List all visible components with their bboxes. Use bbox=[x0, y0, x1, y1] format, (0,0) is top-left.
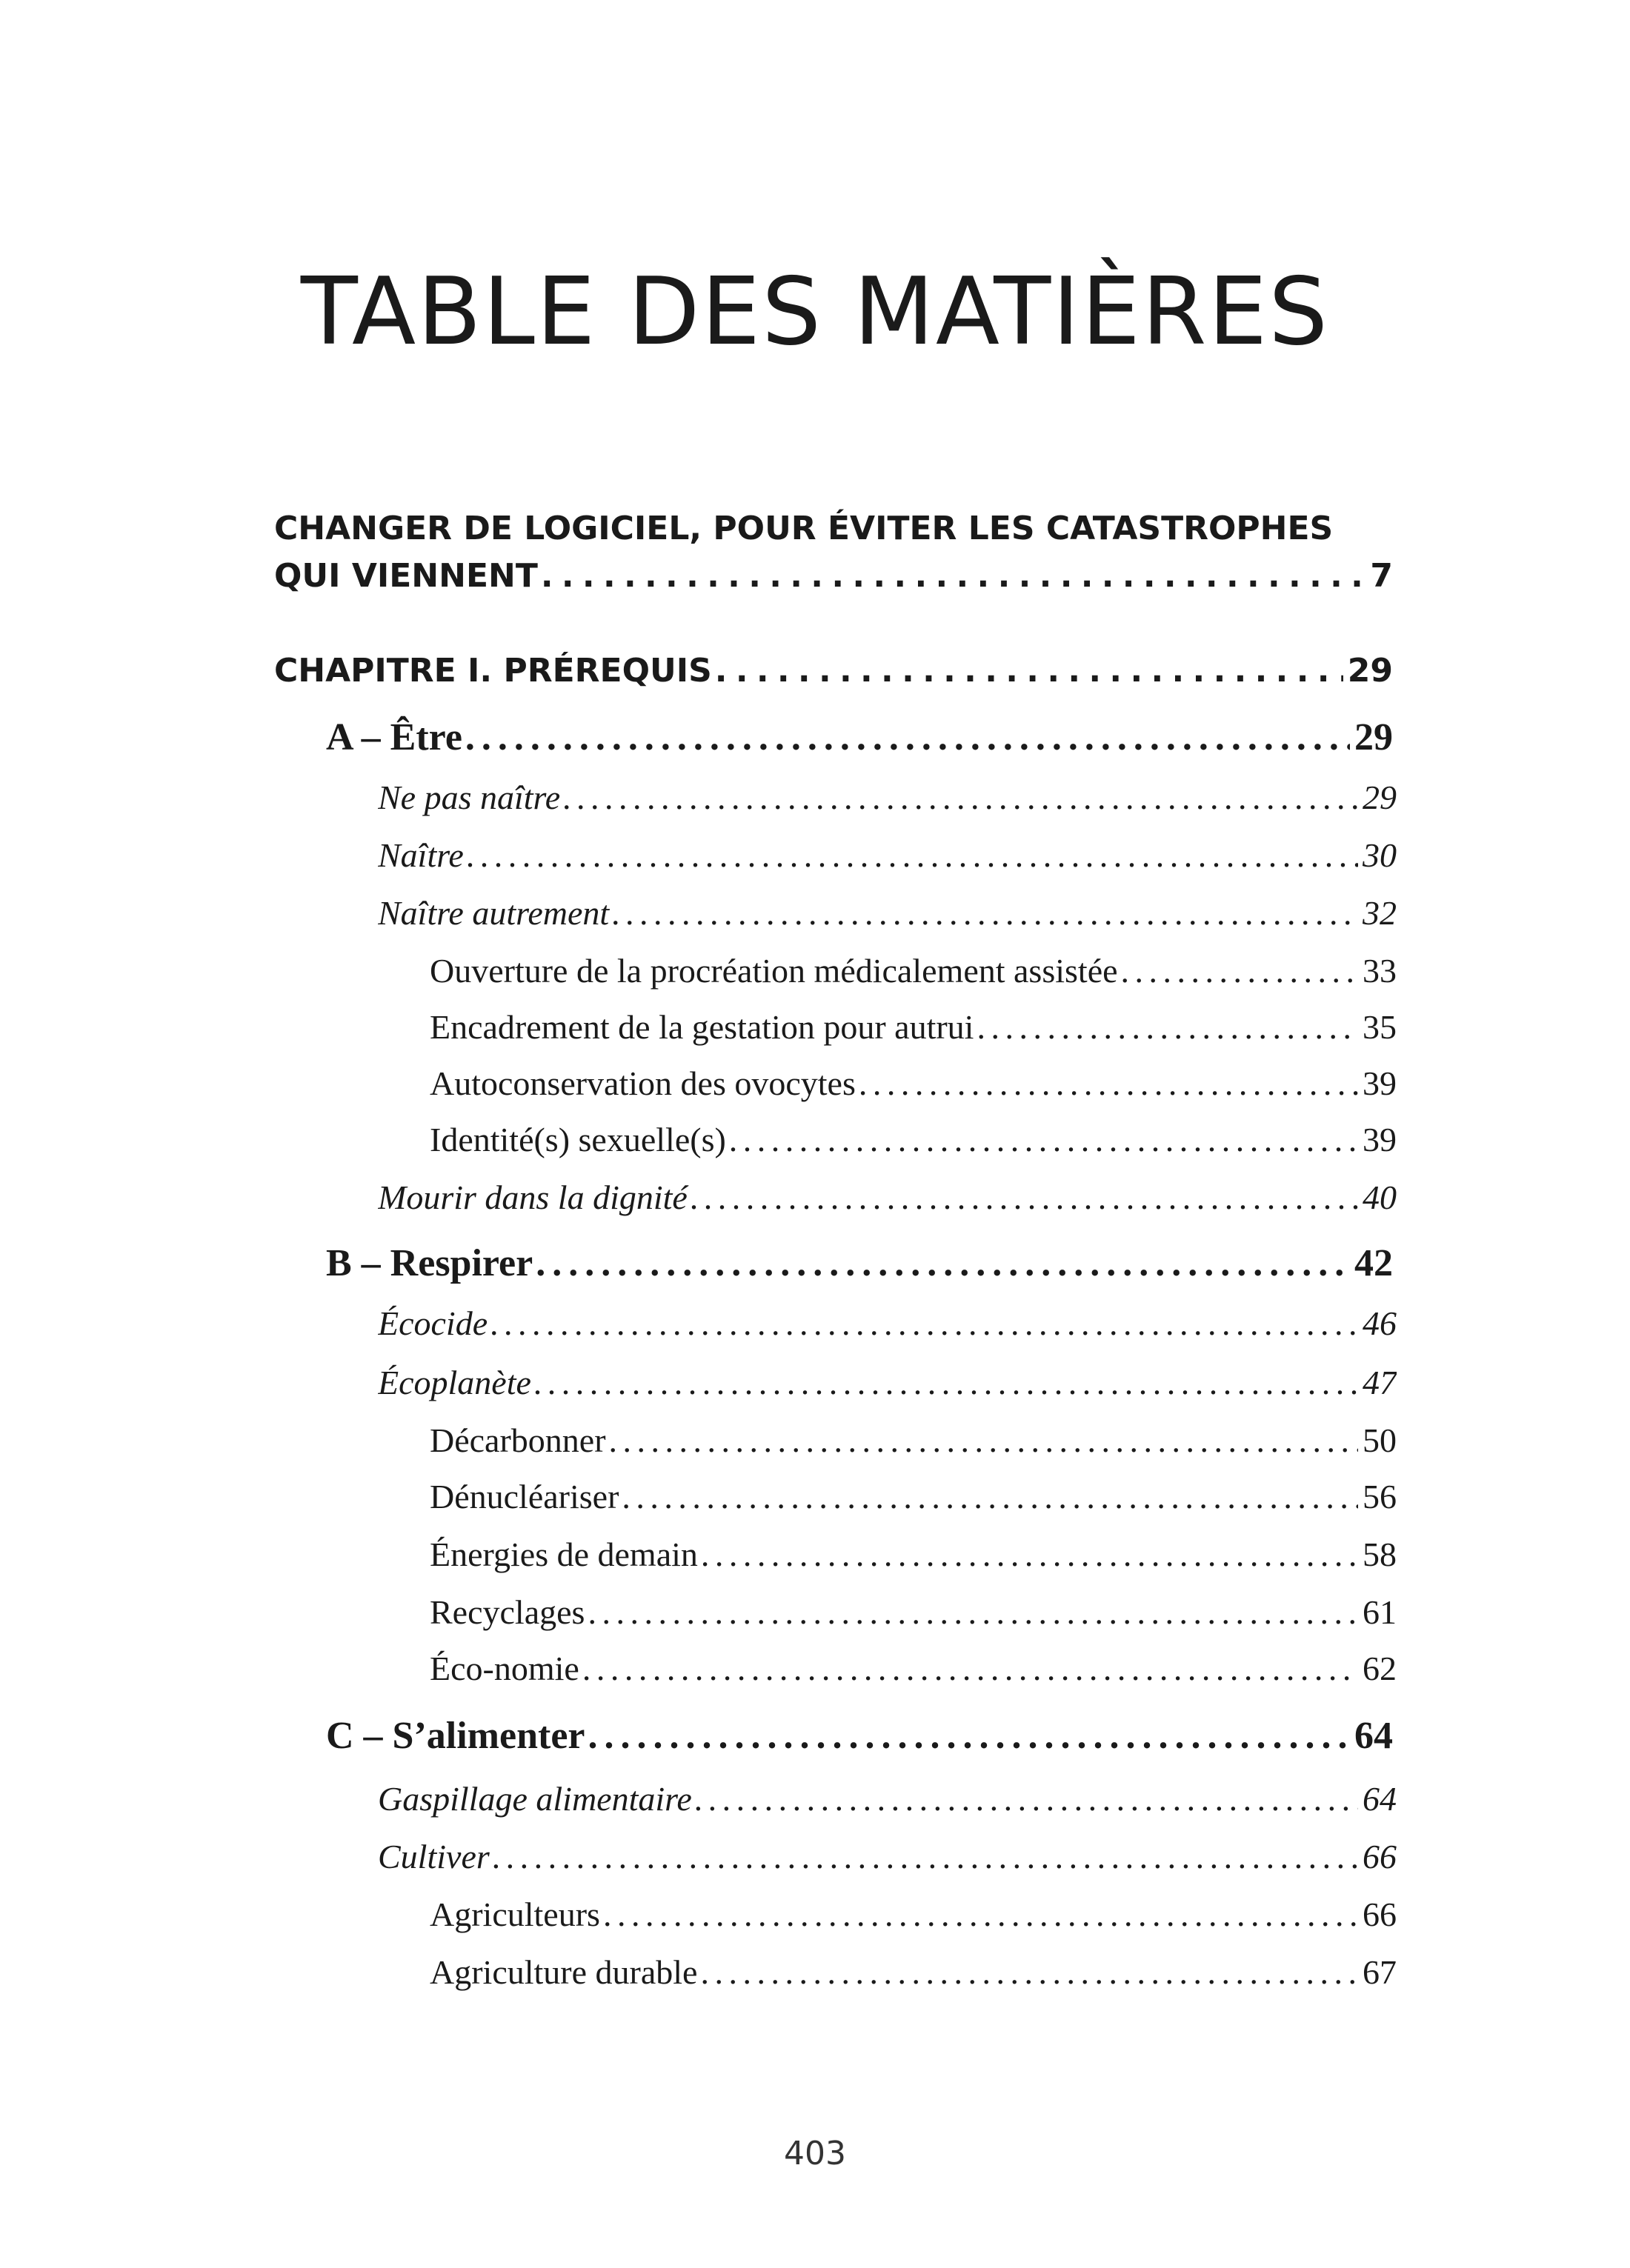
toc-entry-label: Naître bbox=[378, 836, 464, 874]
toc-entry-label: QUI VIENNENT bbox=[274, 557, 538, 595]
toc-entry-label: Naître autrement bbox=[378, 894, 610, 932]
toc-entry-page: 62 bbox=[1363, 1650, 1397, 1687]
dot-leader bbox=[534, 1363, 1358, 1402]
dot-leader bbox=[465, 716, 1350, 759]
dot-leader bbox=[859, 1064, 1358, 1103]
dot-leader bbox=[563, 778, 1358, 817]
dot-leader bbox=[582, 1649, 1358, 1688]
toc-entry-subsection[interactable] bbox=[378, 1363, 1397, 1402]
dot-leader bbox=[490, 1304, 1358, 1343]
toc-entry-page: 29 bbox=[1347, 652, 1393, 690]
toc-entry-page: 46 bbox=[1363, 1304, 1397, 1342]
toc-entry-label: Décarbonner bbox=[430, 1421, 606, 1459]
dot-leader bbox=[493, 1837, 1358, 1876]
toc-entry-section-c[interactable] bbox=[326, 1714, 1393, 1758]
dot-leader bbox=[700, 1952, 1358, 1992]
toc-entry-subsection[interactable] bbox=[378, 836, 1397, 875]
toc-entry-page: 42 bbox=[1354, 1242, 1393, 1284]
dot-leader bbox=[622, 1477, 1358, 1516]
toc-entry-label: Encadrement de la gestation pour autrui bbox=[430, 1008, 974, 1046]
toc-entry-intro[interactable] bbox=[274, 557, 1393, 595]
dot-leader bbox=[1121, 951, 1358, 990]
page-number: 403 bbox=[784, 2135, 846, 2172]
toc-entry-item[interactable] bbox=[430, 1535, 1397, 1574]
toc-entry-item[interactable] bbox=[430, 1895, 1397, 1934]
toc-entry-page: 29 bbox=[1354, 716, 1393, 758]
toc-entry-label: Identité(s) sexuelle(s) bbox=[430, 1121, 726, 1158]
toc-entry-item[interactable] bbox=[430, 1952, 1397, 1992]
toc-entry-label: Cultiver bbox=[378, 1838, 490, 1875]
toc-entry-label: Gaspillage alimentaire bbox=[378, 1780, 692, 1818]
toc-entry-label: Écocide bbox=[378, 1304, 488, 1342]
toc-entry-label: A – Être bbox=[326, 716, 462, 758]
toc-entry-item[interactable] bbox=[430, 1592, 1397, 1632]
toc-entry-label: C – S’alimenter bbox=[326, 1715, 585, 1757]
toc-entry-page: 32 bbox=[1363, 894, 1397, 932]
toc-entry-page: 64 bbox=[1354, 1715, 1393, 1757]
toc-entry-label: Mourir dans la dignité bbox=[378, 1178, 688, 1216]
toc-entry-label: Ne pas naître bbox=[378, 778, 561, 816]
dot-leader bbox=[541, 557, 1366, 595]
toc-entry-section-a[interactable] bbox=[326, 716, 1393, 759]
toc-entry-page: 61 bbox=[1363, 1593, 1397, 1631]
toc-entry-page: 30 bbox=[1363, 836, 1397, 874]
toc-entry-subsection[interactable] bbox=[378, 1304, 1397, 1343]
toc-entry-page: 29 bbox=[1363, 778, 1397, 816]
toc-entry-item[interactable] bbox=[430, 1421, 1397, 1460]
dot-leader bbox=[691, 1178, 1358, 1217]
toc-entry-page: 35 bbox=[1363, 1008, 1397, 1046]
toc-entry-item[interactable] bbox=[430, 951, 1397, 990]
dot-leader bbox=[536, 1241, 1350, 1285]
toc-entry-page: 67 bbox=[1363, 1953, 1397, 1991]
toc-entry-label: Agriculteurs bbox=[430, 1895, 600, 1933]
toc-entry-item[interactable] bbox=[430, 1477, 1397, 1516]
toc-entry-page: 39 bbox=[1363, 1121, 1397, 1158]
toc-entry-page: 7 bbox=[1370, 557, 1393, 595]
toc-entry-subsection[interactable] bbox=[378, 1837, 1397, 1876]
toc-entry-label: Recyclages bbox=[430, 1593, 585, 1631]
dot-leader bbox=[603, 1895, 1358, 1934]
page-title: TABLE DES MATIÈRES bbox=[300, 257, 1330, 366]
toc-entry-subsection[interactable] bbox=[378, 778, 1397, 817]
toc-entry-page: 39 bbox=[1363, 1064, 1397, 1102]
toc-entry-page: 66 bbox=[1363, 1838, 1397, 1875]
toc-entry-page: 50 bbox=[1363, 1421, 1397, 1459]
dot-leader bbox=[729, 1120, 1358, 1159]
dot-leader bbox=[695, 1779, 1358, 1818]
dot-leader bbox=[977, 1007, 1358, 1047]
toc-entry-page: 56 bbox=[1363, 1478, 1397, 1515]
toc-entry-title-line1: CHANGER DE LOGICIEL, POUR ÉVITER LES CATASTROPHES bbox=[274, 510, 1334, 547]
dot-leader bbox=[715, 652, 1343, 690]
toc-entry-page: 33 bbox=[1363, 952, 1397, 990]
dot-leader bbox=[588, 1714, 1350, 1758]
toc-entry-page: 66 bbox=[1363, 1895, 1397, 1933]
toc-entry-label: B – Respirer bbox=[326, 1242, 533, 1284]
toc-entry-section-b[interactable] bbox=[326, 1241, 1393, 1285]
dot-leader bbox=[588, 1592, 1358, 1632]
toc-entry-subsection[interactable] bbox=[378, 893, 1397, 933]
toc-entry-label: Éco-nomie bbox=[430, 1650, 579, 1687]
toc-entry-label: Énergies de demain bbox=[430, 1535, 698, 1573]
toc-entry-chapter-1[interactable] bbox=[274, 652, 1393, 690]
toc-entry-item[interactable] bbox=[430, 1649, 1397, 1688]
toc-entry-label: Autoconservation des ovocytes bbox=[430, 1064, 856, 1102]
toc-entry-item[interactable] bbox=[430, 1064, 1397, 1103]
toc-entry-label: Agriculture durable bbox=[430, 1953, 698, 1991]
toc-entry-item[interactable] bbox=[430, 1007, 1397, 1047]
dot-leader bbox=[467, 836, 1358, 875]
toc-entry-label: Dénucléariser bbox=[430, 1478, 619, 1515]
dot-leader bbox=[612, 893, 1358, 933]
dot-leader bbox=[609, 1421, 1358, 1460]
toc-entry-label: CHAPITRE I. PRÉREQUIS bbox=[274, 652, 712, 690]
toc-entry-label: Écoplanète bbox=[378, 1364, 531, 1401]
toc-entry-subsection[interactable] bbox=[378, 1779, 1397, 1818]
toc-entry-page: 64 bbox=[1363, 1780, 1397, 1818]
toc-entry-label: Ouverture de la procréation médicalement assistée bbox=[430, 952, 1118, 990]
toc-entry-subsection[interactable] bbox=[378, 1178, 1397, 1217]
toc-entry-item[interactable] bbox=[430, 1120, 1397, 1159]
toc-entry-page: 40 bbox=[1363, 1178, 1397, 1216]
dot-leader bbox=[701, 1535, 1358, 1574]
toc-entry-page: 47 bbox=[1363, 1364, 1397, 1401]
toc-entry-page: 58 bbox=[1363, 1535, 1397, 1573]
